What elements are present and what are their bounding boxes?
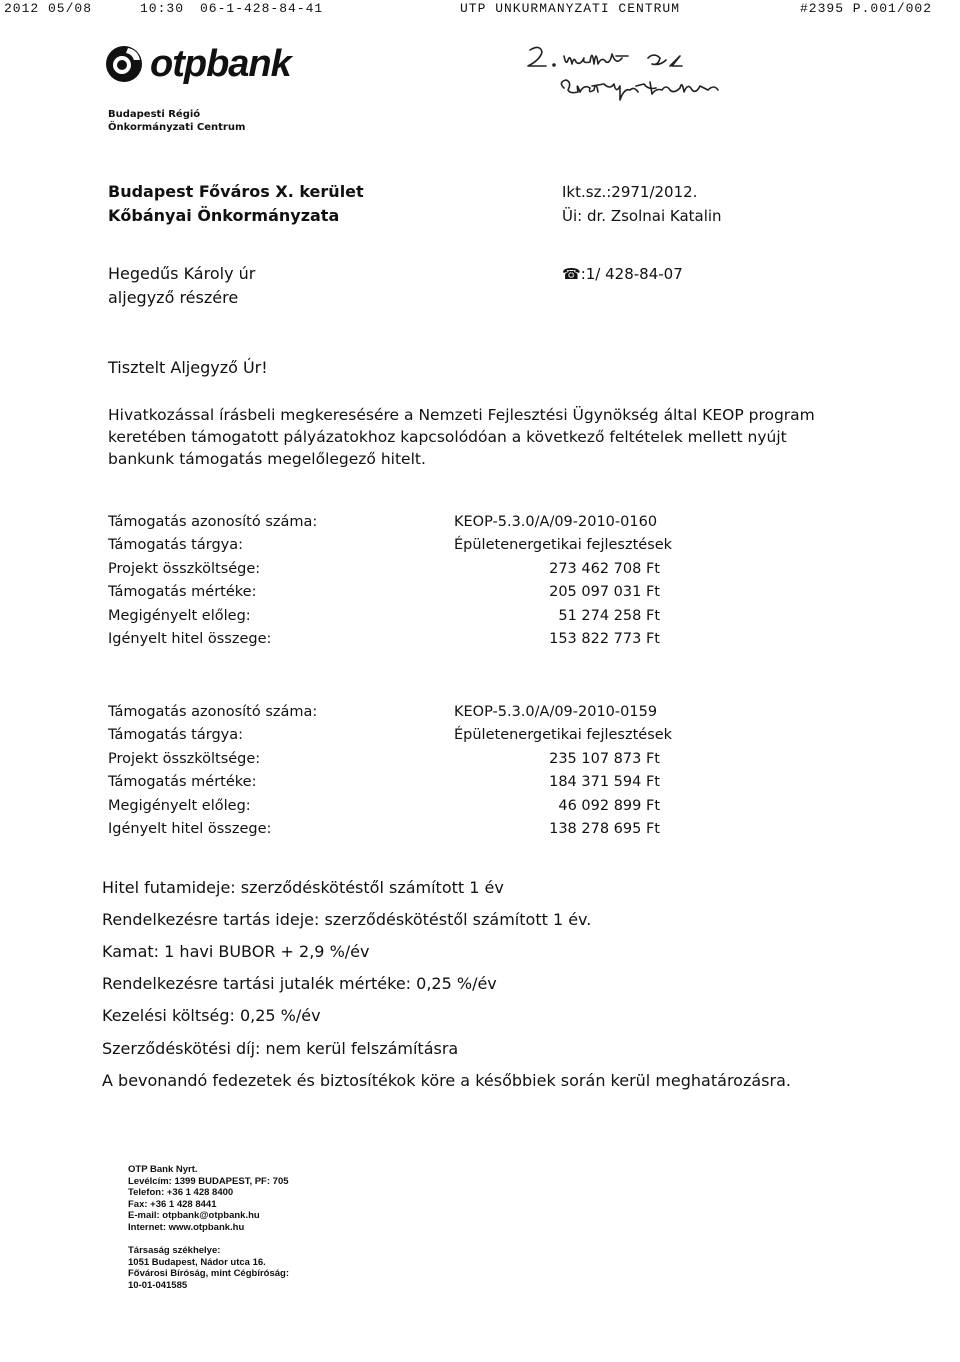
grant-label: Támogatás mértéke:	[108, 584, 257, 601]
grant-label: Igényelt hitel összege:	[108, 820, 272, 837]
phone-number: :1/ 428-84-07	[580, 265, 683, 283]
phone-line	[562, 262, 683, 286]
otp-logo-icon	[104, 44, 144, 84]
grant-label: Igényelt hitel összege:	[108, 630, 272, 647]
footer-reg-no: 10-01-041585	[128, 1279, 188, 1291]
addressee-block	[108, 180, 364, 228]
grant-value: 235 107 873 Ft	[549, 750, 660, 767]
grant-value: 138 278 695 Ft	[549, 820, 660, 837]
grant-row	[108, 608, 668, 631]
grant-row	[108, 584, 668, 607]
grant-row	[108, 704, 668, 727]
bank-footer	[128, 1164, 289, 1291]
grant-value: 153 822 773 Ft	[549, 630, 660, 647]
term-line: Kamat: 1 havi BUBOR + 2,9 %/év	[102, 942, 370, 961]
intro-paragraph: Hivatkozással írásbeli megkeresésére a Nemzeti Fejlesztési Ügynökség által KEOP program keretében támogatott pályázatokhoz kapcsolódóan a következő feltételek mellett nyújt bankunk támogatás megelőlegező hitelt.	[108, 406, 815, 468]
addressee-line-1: Budapest Főváros X. kerület	[108, 182, 364, 201]
grant-value: KEOP-5.3.0/A/09-2010-0159	[454, 704, 658, 720]
grant-row	[108, 537, 673, 560]
footer-phone: Telefon: +36 1 428 8400	[128, 1187, 234, 1198]
file-number: Ikt.sz.:2971/2012.	[562, 183, 698, 201]
telephone-icon: ☎	[562, 265, 581, 283]
footer-seat-label: Társaság székhelye:	[128, 1245, 221, 1256]
brand-name: otpbank	[150, 43, 291, 85]
recipient-name: Hegedűs Károly úr	[108, 264, 256, 283]
grant-block-1	[108, 514, 673, 654]
term-line: Kezelési költség: 0,25 %/év	[102, 1006, 321, 1025]
grant-label: Megigényelt előleg:	[108, 607, 251, 624]
grant-row	[108, 798, 668, 821]
grant-value: 205 097 031 Ft	[549, 584, 660, 601]
grant-label: Támogatás mértéke:	[108, 774, 257, 791]
grant-row	[108, 821, 668, 844]
grant-value: 273 462 708 Ft	[549, 560, 660, 577]
grant-value: Épületenergetikai fejlesztések	[454, 537, 673, 554]
footer-web: Internet: www.otpbank.hu	[128, 1221, 245, 1233]
grant-row	[108, 727, 673, 750]
fax-date: 2012 05/08	[4, 1, 93, 16]
grant-row	[108, 751, 668, 774]
grant-row	[108, 631, 668, 654]
term-line: Rendelkezésre tartási jutalék mértéke: 0,25 %/év	[102, 974, 497, 993]
handwritten-note	[520, 44, 920, 114]
grant-value: KEOP-5.3.0/A/09-2010-0160	[454, 514, 658, 530]
region-name: Budapesti Régió	[108, 109, 201, 120]
grant-row	[108, 561, 668, 584]
logo-subline	[108, 108, 245, 134]
term-line: A bevonandó fedezetek és biztosítékok köre a későbbiek során kerül meghatározásra.	[102, 1071, 791, 1090]
reference-block	[562, 180, 722, 228]
footer-court: Fővárosi Bíróság, mint Cégbíróság:	[128, 1268, 289, 1279]
grant-label: Megigényelt előleg:	[108, 797, 251, 814]
grant-label: Támogatás tárgya:	[108, 537, 243, 554]
footer-email: E-mail: otpbank@otpbank.hu	[128, 1210, 260, 1221]
grant-value: Épületenergetikai fejlesztések	[454, 727, 673, 744]
grant-value: 184 371 594 Ft	[549, 774, 660, 791]
case-handler: Üi: dr. Zsolnai Katalin	[562, 207, 722, 225]
grant-label: Projekt összköltsége:	[108, 750, 261, 767]
grant-label: Támogatás azonosító száma:	[108, 704, 318, 720]
footer-fax: Fax: +36 1 428 8441	[128, 1198, 217, 1210]
grant-row	[108, 774, 668, 797]
recipient-role: aljegyző részére	[108, 288, 239, 307]
fax-sender: UTP UNKURMANYZATI CENTRUM	[460, 1, 681, 16]
grant-label: Támogatás azonosító száma:	[108, 514, 318, 530]
loan-terms	[102, 878, 882, 1098]
recipient-block	[108, 262, 255, 310]
term-line: Hitel futamideje: szerződéskötéstől számított 1 év	[102, 878, 504, 897]
grant-block-2	[108, 704, 673, 844]
grant-value: 51 274 258 Ft	[558, 607, 660, 624]
salutation: Tisztelt Aljegyző Úr!	[108, 358, 268, 377]
centre-name: Önkormányzati Centrum	[108, 122, 246, 133]
footer-postal: Levélcím: 1399 BUDAPEST, PF: 705	[128, 1175, 289, 1187]
grant-row	[108, 514, 668, 537]
footer-company: OTP Bank Nyrt.	[128, 1164, 198, 1175]
otpbank-logo	[104, 44, 291, 84]
fax-header	[0, 0, 960, 18]
footer-seat-address: 1051 Budapest, Nádor utca 16.	[128, 1256, 266, 1268]
grant-label: Projekt összköltsége:	[108, 560, 261, 577]
term-line: Rendelkezésre tartás ideje: szerződéskötéstől számított 1 év.	[102, 910, 592, 929]
fax-time: 10:30	[140, 1, 185, 16]
grant-label: Támogatás tárgya:	[108, 727, 243, 744]
fax-job: #2395 P.001/002	[800, 1, 933, 16]
term-line: Szerződéskötési díj: nem kerül felszámításra	[102, 1039, 459, 1058]
grant-value: 46 092 899 Ft	[558, 797, 660, 814]
fax-number: 06-1-428-84-41	[200, 1, 324, 16]
addressee-line-2: Kőbányai Önkormányzata	[108, 206, 340, 225]
